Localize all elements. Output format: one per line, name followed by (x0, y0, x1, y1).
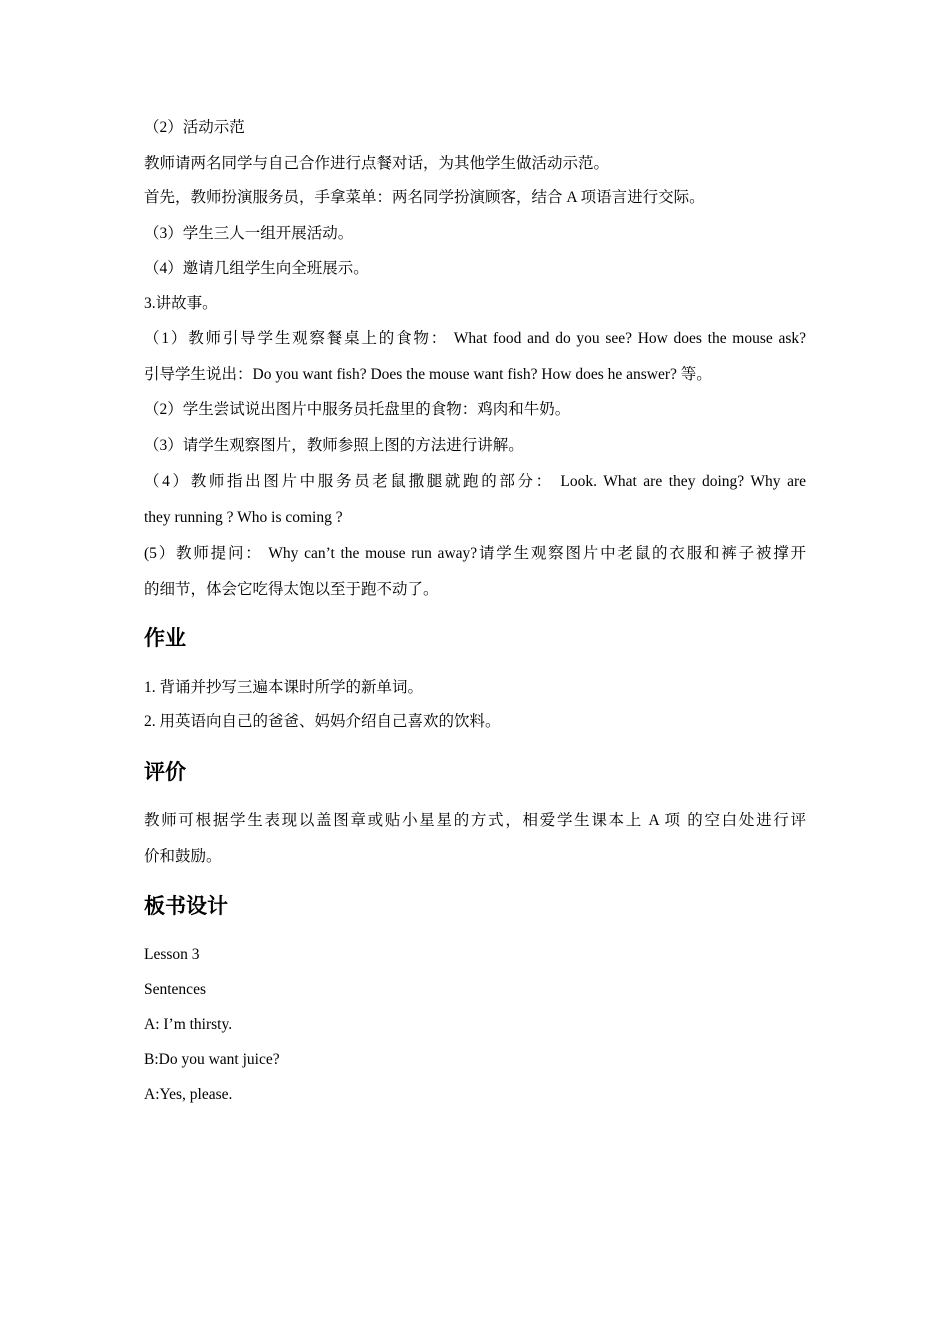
paragraph-line: （2）学生尝试说出图片中服务员托盘里的食物：鸡肉和牛奶。 (144, 401, 571, 418)
homework-item: 2. 用英语向自己的爸爸、妈妈介绍自己喜欢的饮料。 (144, 713, 501, 730)
paragraph-line: （1）教师引导学生观察餐桌上的食物： What food and do you see? How does the mouse ask? (144, 330, 806, 347)
paragraph-line: 的细节，体会它吃得太饱以至于跑不动了。 (144, 581, 439, 598)
paragraph-line: （4）邀请几组学生向全班展示。 (144, 260, 369, 277)
evaluation-line: 价和鼓励。 (144, 848, 222, 865)
paragraph-line: （3）学生三人一组开展活动。 (144, 225, 354, 242)
paragraph-line: 3.讲故事。 (144, 295, 218, 312)
paragraph-line: （4）教师指出图片中服务员老鼠撒腿就跑的部分： Look. What are they doing? Why are (144, 473, 806, 490)
board-line: Sentences (144, 981, 206, 998)
evaluation-heading: 评价 (144, 760, 186, 784)
paragraph-line: 教师请两名同学与自己合作进行点餐对话，为其他学生做活动示范。 (144, 155, 610, 172)
paragraph-line: (5）教师提问： Why can’t the mouse run away?请学生观察图片中老鼠的衣服和裤子被撑开 (144, 545, 806, 562)
homework-heading: 作业 (144, 626, 186, 650)
homework-item: 1. 背诵并抄写三遍本课时所学的新单词。 (144, 679, 424, 696)
board-line: B:Do you want juice? (144, 1051, 280, 1068)
evaluation-line: 教师可根据学生表现以盖图章或贴小星星的方式，相爱学生课本上 A 项 的空白处进行评 (144, 812, 806, 829)
paragraph-line: 首先，教师扮演服务员，手拿菜单：两名同学扮演顾客，结合 A 项语言进行交际。 (144, 189, 705, 206)
board-line: A:Yes, please. (144, 1086, 233, 1103)
paragraph-line: （3）请学生观察图片，教师参照上图的方法进行讲解。 (144, 437, 524, 454)
board-line: A: I’m thirsty. (144, 1016, 233, 1033)
paragraph-line: 引导学生说出：Do you want fish? Does the mouse want fish? How does he answer? 等。 (144, 366, 712, 383)
paragraph-line: they running ? Who is coming ? (144, 509, 343, 526)
board-line: Lesson 3 (144, 946, 200, 963)
paragraph-line: （2）活动示范 (144, 119, 245, 136)
board-design-heading: 板书设计 (144, 894, 228, 918)
